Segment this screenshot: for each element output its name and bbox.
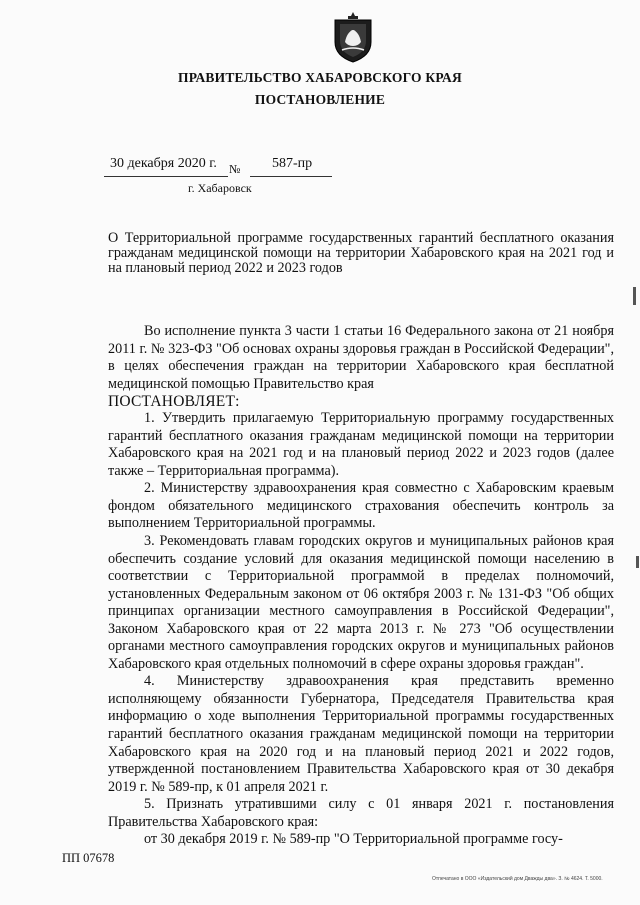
scan-edge-mark (633, 287, 636, 305)
print-note: Отпечатано в ООО «Издательский дом Дважды два». З. № 4624. Т. 5000. (432, 876, 603, 882)
clause-5-subitem: от 30 декабря 2019 г. № 589-пр "О Территориальной программе госу- (144, 831, 563, 848)
number-sign: № (229, 162, 241, 176)
document-body (108, 323, 614, 849)
document-code: ПП 07678 (62, 851, 115, 865)
document-date: 30 декабря 2020 г. (110, 156, 217, 171)
document-type: ПОСТАНОВЛЕНИЕ (254, 92, 386, 107)
government-name: ПРАВИТЕЛЬСТВО ХАБАРОВСКОГО КРАЯ (178, 70, 462, 85)
clause-4: 4. Министерству здравоохранения края представить временно исполняющему обязанности Губернатора, Председателя Правительства края информацию о ходе выполнения Территориальной программы государственных гарантий бесплатного оказания гражданам медицинской помощи на территории Хабаровского края на 2020 год и на плановый период 2021 и 2022 годов, утвержденной постановлением Правительства Хабаровского края от 30 декабря 2019 г. № 589-пр, к 01 апреля 2021 г. (108, 673, 614, 795)
number-underline (250, 176, 332, 177)
decree-heading: ПОСТАНОВЛЯЕТ: (108, 393, 240, 411)
clause-1: 1. Утвердить прилагаемую Территориальную программу государственных гарантий бесплатного оказания гражданам медицинской помощи на территории Хабаровского края на 2021 год и на плановый период 2022 и 2023 годов (далее также – Территориальная программа). (108, 410, 614, 479)
document-subject: О Территориальной программе государственных гарантий бесплатного оказания гражданам медицинской помощи на территории Хабаровского края на 2021 год и на плановый период 2022 и 2023 годов (108, 230, 614, 276)
document-number: 587-пр (272, 156, 313, 171)
clause-3: 3. Рекомендовать главам городских округов и муниципальных районов края обеспечить создание условий для оказания медицинской помощи населению в соответствии с Территориальной программой в пределах полномочий, установленных Федеральным законом от 06 октября 2003 г. № 131-ФЗ "Об общих принципах организации местного самоуправления в Российской Федерации", Законом Хабаровского края от 22 марта 2013 г. № 273 "Об осуществлении органами местного самоуправления городских округов и муниципальных районов Хабаровского края отдельных полномочий в сфере охраны здоровья граждан". (108, 533, 614, 672)
clause-5: 5. Признать утратившими силу с 01 января 2021 г. постановления Правительства Хабаровского края: (108, 796, 614, 830)
clause-2: 2. Министерству здравоохранения края совместно с Хабаровским краевым фондом обязательного медицинского страхования обеспечить контроль за выполнением Территориальной программы. (108, 480, 614, 532)
date-underline (104, 176, 228, 177)
preamble-paragraph: Во исполнение пункта 3 части 1 статьи 16 Федерального закона от 21 ноября 2011 г. № 323-ФЗ "Об основах охраны здоровья граждан в Российской Федерации", в целях обеспечения граждан на территории Хабаровского края бесплатной медицинской помощью Правительство края (108, 323, 614, 392)
khabarovsk-coat-of-arms-icon (331, 8, 375, 64)
document-city: г. Хабаровск (188, 181, 252, 195)
scan-edge-mark (636, 556, 639, 568)
